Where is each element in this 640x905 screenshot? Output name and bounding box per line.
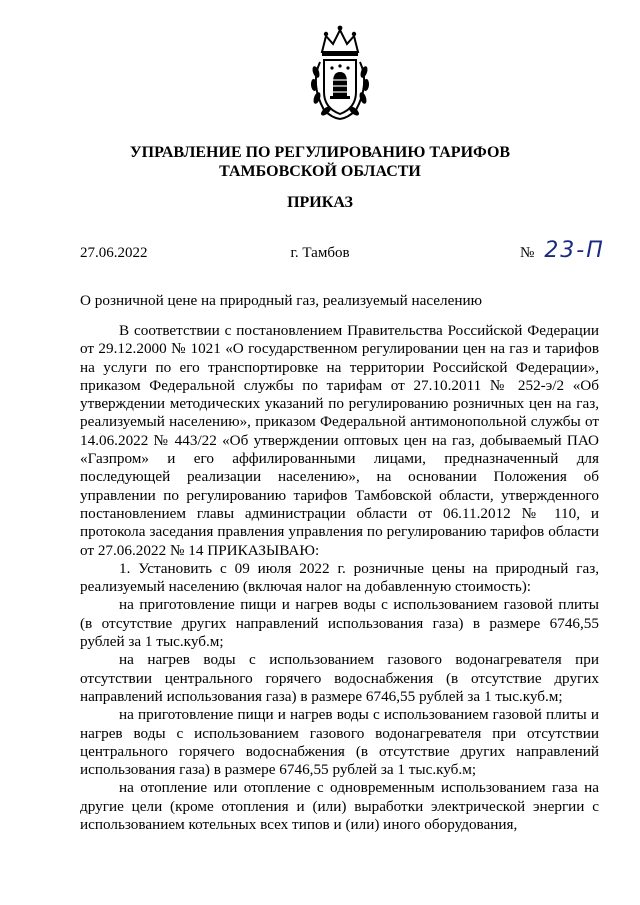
document-number: [520, 238, 605, 263]
document-date: 27.06.2022: [80, 245, 148, 261]
handwritten-number: 23-П: [544, 238, 605, 263]
body-paragraph: на нагрев воды с использованием газового водонагревателя при отсутствии центрального горячего водоснабжения (в отсутствие других направлений использования газа) в размере 6746,55 рублей за 1 тыс.куб.м;: [80, 651, 599, 705]
document-body: [80, 322, 599, 834]
body-paragraph: на отопление или отопление с одновременным использованием газа на другие цели (кроме отопления и (или) выработки электрической энергии с использованием котельных всех типов и (или) иного оборудования,: [80, 779, 599, 834]
org-title-line2: ТАМБОВСКОЙ ОБЛАСТИ: [219, 163, 421, 180]
body-paragraph: 1. Установить с 09 июля 2022 г. розничные цены на природный газ, реализуемый населению (включая налог на добавленную стоимость):: [80, 559, 599, 596]
number-label: №: [520, 245, 535, 261]
body-paragraph: на приготовление пищи и нагрев воды с использованием газовой плиты и нагрев воды с использованием газового водонагревателя при отсутствии центрального горячего водоснабжения (в отсутствие других направлений использования газа) в размере 6746,55 рублей за 1 тыс.куб.м;: [80, 706, 599, 779]
org-title-line1: УПРАВЛЕНИЕ ПО РЕГУЛИРОВАНИЮ ТАРИФОВ: [129, 144, 511, 161]
document-subject: О розничной цене на природный газ, реализуемый населению: [80, 292, 482, 309]
tambov-coat-of-arms-icon: [300, 22, 380, 122]
body-paragraph: на приготовление пищи и нагрев воды с использованием газовой плиты (в отсутствие других направлений использования газа) в размере 6746,55 рублей за 1 тыс.куб.м;: [80, 596, 599, 651]
document-city: г. Тамбов: [290, 245, 350, 261]
document-type: ПРИКАЗ: [287, 194, 353, 211]
body-paragraph: В соответствии с постановлением Правительства Российской Федерации от 29.12.2000 № 1021 «О государственном регулировании цен на газ и тарифов на услуги по его транспортировке на территории Российской Федерации», приказом Федеральной службы по тарифам от 27.10.2011 № 252-э/2 «Об утверждении методических указаний по регулированию розничных цен на газ, реализуемый населению», приказом Федеральной антимонопольной службы от 14.06.2022 № 443/22 «Об утверждении оптовых цен на газ, добываемый ПАО «Газпром» и его аффилированными лицами, предназначенный для последующей реализации населению», на основании Положения об управлении по регулированию тарифов Тамбовской области, утвержденного постановлением главы администрации области от 06.11.2012 № 110, и протокола заседания правления управления по регулированию тарифов области от 27.06.2022 № 14 ПРИКАЗЫВАЮ:: [80, 322, 599, 559]
